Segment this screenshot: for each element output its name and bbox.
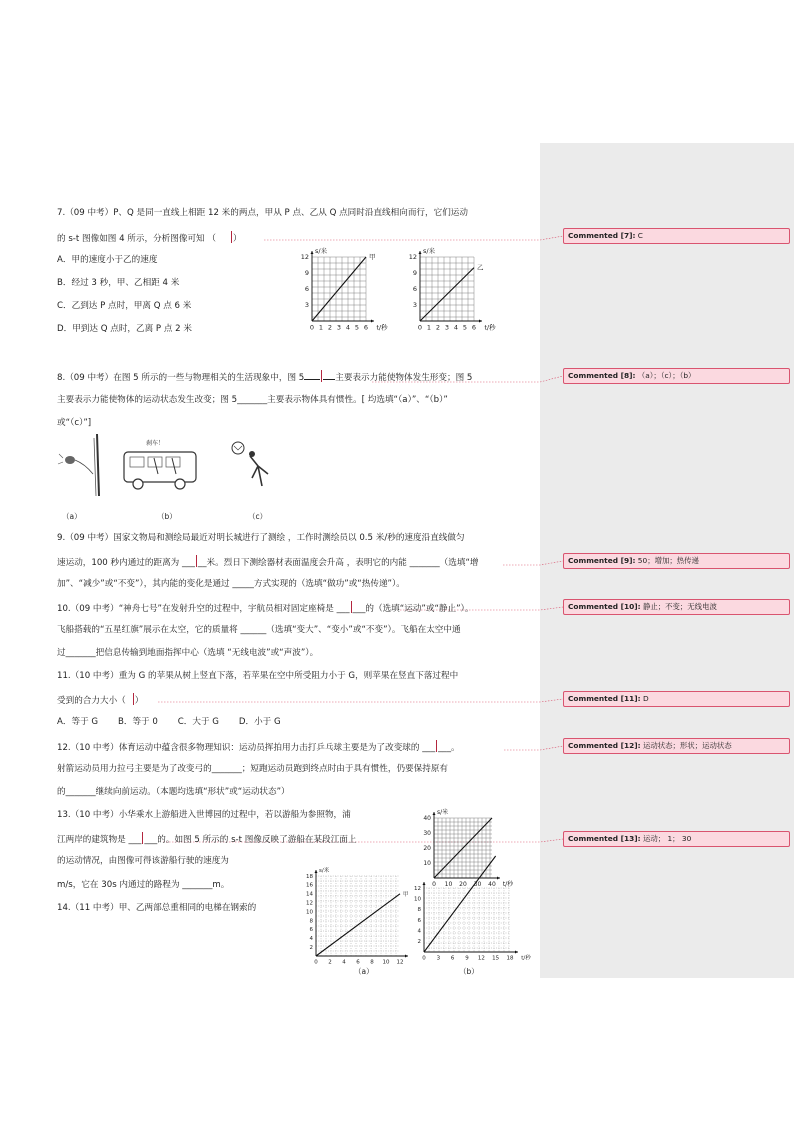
q10-stem-line1-text: 10.（09 中考）“神舟七号”在发射升空的过程中，宇航员相对固定座椅是 ___ [57, 604, 350, 614]
q11-stem-line2-text: 受到的合力大小（ [57, 696, 126, 706]
q9-stem-line2-rest: __米。烈日下测绘器材表面温度会升高 ，表明它的内能 _______（选填“增 [197, 558, 479, 568]
q8-blank-1-tail [323, 379, 335, 380]
y-axis-arrow [315, 870, 318, 873]
q7-stem-line2-close: ） [232, 234, 242, 244]
y-tick-label: 6 [412, 285, 417, 294]
x-tick-label: 4 [345, 323, 351, 332]
fig5-boat-chart [420, 800, 524, 892]
fig5a-drawing [57, 430, 107, 500]
x-tick-label: 30 [473, 881, 482, 888]
q9-stem-line3: 加”、“减少”或“不变”），其内能的变化是通过 _____方式实现的（选填“做功”或“热传递”）。 [57, 579, 405, 589]
x-tick-label: 10 [444, 881, 453, 888]
q11-stem-line1: 11.（10 中考）重为 G 的苹果从树上竖直下落，若苹果在空中所受阻力小于 G，则苹果在竖直下落过程中 [57, 671, 459, 681]
q7-stem-line1: 7.（09 中考）P、Q 是同一直线上相距 12 米的两点，甲从 P 点、乙从 Q 点同时沿直线相向而行，它们运动 [57, 208, 468, 218]
y-tick-label: 6 [304, 285, 309, 294]
y-axis-label: s/米 [423, 247, 436, 255]
series-label: 甲 [369, 253, 376, 261]
comment-13-label: Commented [13]: [568, 834, 641, 843]
comment-7-label: Commented [7]: [568, 231, 636, 240]
q13-stem-line2-text: 江两岸的建筑物是 ___ [57, 835, 142, 845]
leader-line-9 [503, 561, 563, 565]
y-tick-label: 10 [423, 860, 431, 867]
y-tick-label: 8 [309, 918, 313, 925]
q10-stem-line3: 过_______把信息传输到地面指挥中心（选填 “无线电波”或“声波”）。 [57, 648, 319, 658]
q7-stem-line2-text: 的 s-t 图像如图 4 所示，分析图像可知 （ [57, 234, 216, 244]
fig5b-bus-braking-image [120, 440, 200, 492]
x-tick-label: 12 [477, 955, 485, 962]
chart-jia-svg [292, 245, 404, 337]
q11-text-cursor [133, 693, 134, 705]
y-axis-arrow [433, 812, 436, 815]
x-tick-label: 3 [436, 955, 441, 962]
q12-stem-line1-text: 12.（10 中考）体育运动中蕴含很多物理知识：运动员挥拍用力击打乒乓球主要是为了改变球的 ___ [57, 743, 436, 753]
x-tick-label: 3 [444, 323, 450, 332]
fig4-chart-yi [400, 245, 512, 337]
comment-13[interactable] [563, 831, 790, 847]
leader-line-11 [158, 699, 563, 702]
fig4-chart-jia [292, 245, 404, 337]
x-tick-label: 10 [382, 959, 390, 966]
q7-option-d: D．甲到达 Q 点时，乙离 P 点 2 米 [57, 324, 192, 334]
q11-stem-line2 [57, 693, 143, 707]
y-tick-label: 10 [306, 909, 313, 916]
fig5a-caption: （a） [62, 512, 82, 521]
y-tick-label: 8 [417, 907, 421, 914]
comment-8-text: （a）；（c）；（b） [635, 371, 696, 380]
q12-text-cursor [436, 740, 437, 752]
q13-stem-line2 [57, 832, 356, 846]
comment-12-label: Commented [12]: [568, 741, 641, 750]
x-tick-label: 9 [465, 955, 469, 962]
x-tick-label: 2 [435, 323, 441, 332]
y-tick-label: 12 [408, 253, 417, 262]
x-tick-label: 15 [492, 955, 500, 962]
series-label: 甲 [403, 891, 409, 898]
q7-option-b: B．经过 3 秒，甲、乙相距 4 米 [57, 278, 180, 288]
y-tick-label: 12 [306, 900, 313, 907]
comment-10-text: 静止；不变；无线电波 [640, 602, 717, 611]
y-tick-label: 4 [417, 928, 421, 935]
y-tick-label: 40 [423, 815, 431, 822]
q12-stem-line1-rest: ___。 [438, 743, 460, 753]
fig14a-elevator-chart [302, 868, 412, 968]
comment-7[interactable] [563, 228, 790, 244]
chart-14a-svg [302, 868, 412, 968]
q9-stem-line1: 9.（09 中考）国家文物局和测绘局最近对明长城进行了测绘 ，工作时测绘员以 0.5 米/秒的速度沿直线做匀 [57, 533, 465, 543]
fig5a-ball-deform-image [57, 430, 107, 500]
q11-stem-line2-close: ） [134, 696, 144, 706]
fig5c-drawing [228, 438, 274, 494]
q13-stem-line3: 的运动情况，由图像可得该游船行驶的速度为 [57, 856, 229, 866]
q8-blank-1[interactable] [304, 379, 320, 380]
x-tick-label: 2 [327, 323, 333, 332]
x-tick-label: 5 [354, 323, 360, 332]
series-line [420, 268, 474, 321]
y-tick-label: 18 [306, 873, 313, 880]
q11-options: A．等于 G B．等于 0 C．大于 G D．小于 G [57, 717, 281, 727]
y-axis-arrow [311, 251, 314, 254]
q9-stem-line2 [57, 555, 479, 569]
y-tick-label: 9 [304, 269, 309, 278]
y-tick-label: 30 [423, 830, 431, 837]
x-tick-label: 6 [450, 955, 455, 962]
x-axis-label: t/秒 [376, 323, 388, 332]
q13-stem-line2-rest: ___的。如图 5 所示的 s-t 图像反映了游船在某段江面上 [144, 835, 357, 845]
q7-option-a: A．甲的速度小于乙的速度 [57, 255, 158, 265]
fig5b-caption: （b） [157, 512, 177, 521]
q8-stem-line1-rest: 主要表示力能使物体发生形变；图 5 [335, 373, 473, 383]
q12-stem-line3: 的_______继续向前运动。（本题均选填“形状”或“运动状态”） [57, 787, 290, 797]
x-axis-arrow [479, 320, 482, 323]
y-tick-label: 14 [306, 891, 313, 898]
x-axis-label: t/秒 [502, 881, 514, 888]
x-tick-label: 1 [426, 323, 432, 332]
x-tick-label: 5 [462, 323, 468, 332]
q8-stem-line1-text: 8.（09 中考）在图 5 所示的一些与物理相关的生活现象中，图 5 [57, 373, 305, 383]
x-axis-label: t/秒 [521, 955, 531, 962]
comment-12-text: 运动状态；形状；运动状态 [640, 741, 732, 750]
x-tick-label: 6 [471, 323, 477, 332]
series-line [434, 818, 492, 878]
comment-11-text: D [640, 694, 649, 703]
y-tick-label: 12 [300, 253, 309, 262]
series-label: 乙 [477, 263, 484, 272]
y-tick-label: 4 [309, 936, 313, 943]
chart-boat-svg [420, 800, 524, 892]
q12-stem-line2: 射箭运动员用力拉弓主要是为了改变弓的_______；短跑运动员跑到终点时由于具有惯性，仍要保持原有 [57, 764, 449, 774]
y-tick-label: 10 [414, 896, 421, 903]
x-tick-label: 4 [342, 959, 346, 966]
q8-stem-line2: 主要表示力能使物体的运动状态发生改变；图 5_______主要表示物体具有惯性。[ 均选填“（a）”、“（b）” [57, 395, 448, 405]
q12-stem-line1 [57, 740, 460, 754]
fig5c-caption: （c） [248, 512, 268, 521]
q10-stem-line2: 飞船搭载的“五星红旗”展示在太空，它的质量将 ______（选填“变大”、“变小”或“不变”）。飞船在太空中通 [57, 625, 461, 635]
q9-stem-line2-text: 速运动，100 秒内通过的距离为 ___ [57, 558, 195, 568]
q7-text-cursor [231, 231, 232, 243]
y-tick-label: 20 [423, 845, 431, 852]
comment-10-label: Commented [10]: [568, 602, 641, 611]
fig14b-elevator-chart [412, 880, 531, 968]
x-axis-arrow [515, 951, 518, 954]
x-tick-label: 0 [417, 323, 423, 332]
q8-stem-line1 [57, 370, 472, 384]
chart-14b-svg [412, 880, 531, 968]
x-tick-label: 0 [314, 959, 318, 966]
fig14a-caption: （a） [354, 967, 374, 976]
x-axis-arrow [371, 320, 374, 323]
q14-stem-line1: 14.（11 中考）甲、乙两部总重相同的电梯在钢索的 [57, 903, 257, 913]
comment-9[interactable] [563, 553, 790, 569]
y-tick-label: 9 [412, 269, 417, 278]
fig5c-kick-ball-image [228, 438, 274, 494]
x-tick-label: 18 [506, 955, 514, 962]
x-tick-label: 4 [453, 323, 459, 332]
y-tick-label: 2 [417, 939, 421, 946]
y-tick-label: 6 [309, 927, 313, 934]
comment-9-text: 50；增加；热传递 [635, 556, 699, 565]
y-tick-label: 12 [414, 885, 421, 892]
q7-stem-line2 [57, 231, 242, 245]
fig5b-drawing [120, 440, 200, 492]
q9-text-cursor [196, 555, 197, 567]
x-tick-label: 40 [488, 881, 496, 888]
y-axis-label: s/米 [437, 809, 449, 816]
x-tick-label: 3 [336, 323, 342, 332]
x-tick-label: 6 [363, 323, 369, 332]
comment-13-text: 运动； 1； 30 [640, 834, 692, 843]
fig14b-caption: （b） [459, 967, 479, 976]
x-tick-label: 0 [422, 955, 426, 962]
series-line [316, 894, 400, 956]
y-axis-label: s/米 [319, 868, 330, 874]
x-axis-arrow [405, 955, 408, 958]
q8-stem-line3: 或“（c）”] [57, 418, 92, 428]
comment-8[interactable] [563, 368, 790, 384]
y-tick-label: 3 [412, 301, 417, 310]
q7-option-c: C．乙到达 P 点时，甲离 Q 点 6 米 [57, 301, 192, 311]
y-tick-label: 3 [304, 301, 309, 310]
y-tick-label: 2 [309, 944, 313, 951]
y-axis-arrow [419, 251, 422, 254]
q10-text-cursor [351, 601, 352, 613]
y-axis-arrow [423, 882, 426, 885]
x-axis-label: t/秒 [484, 323, 496, 332]
x-tick-label: 2 [328, 959, 332, 966]
y-tick-label: 16 [306, 882, 313, 889]
y-tick-label: 6 [417, 917, 421, 924]
series-line [312, 257, 366, 321]
comment-8-label: Commented [8]: [568, 371, 636, 380]
x-tick-label: 1 [318, 323, 324, 332]
q13-stem-line4: m/s，它在 30s 内通过的路程为 _______m。 [57, 880, 230, 890]
chart-yi-svg [400, 245, 512, 337]
x-tick-label: 0 [432, 881, 436, 888]
comment-12[interactable] [563, 738, 790, 754]
comment-10[interactable] [563, 599, 790, 615]
q13-stem-line1: 13.（10 中考）小华乘水上游船进入世博园的过程中，若以游船为参照物，浦 [57, 810, 351, 820]
x-tick-label: 8 [370, 959, 374, 966]
y-axis-label: s/米 [315, 247, 328, 255]
leader-line-7 [264, 236, 563, 240]
leader-line-12 [504, 746, 563, 750]
x-tick-label: 12 [396, 959, 404, 966]
x-tick-label: 6 [356, 959, 360, 966]
q10-stem-line1 [57, 601, 473, 615]
comment-7-text: C [635, 231, 643, 240]
comment-9-label: Commented [9]: [568, 556, 636, 565]
fig5b-bus-shout: 刹车！ [146, 440, 165, 447]
x-tick-label: 20 [459, 881, 467, 888]
q8-text-cursor [321, 370, 322, 382]
x-tick-label: 0 [309, 323, 315, 332]
q10-stem-line1-rest: ___的（选填“运动”或“静止”）。 [352, 604, 474, 614]
comment-11[interactable] [563, 691, 790, 707]
comment-11-label: Commented [11]: [568, 694, 641, 703]
